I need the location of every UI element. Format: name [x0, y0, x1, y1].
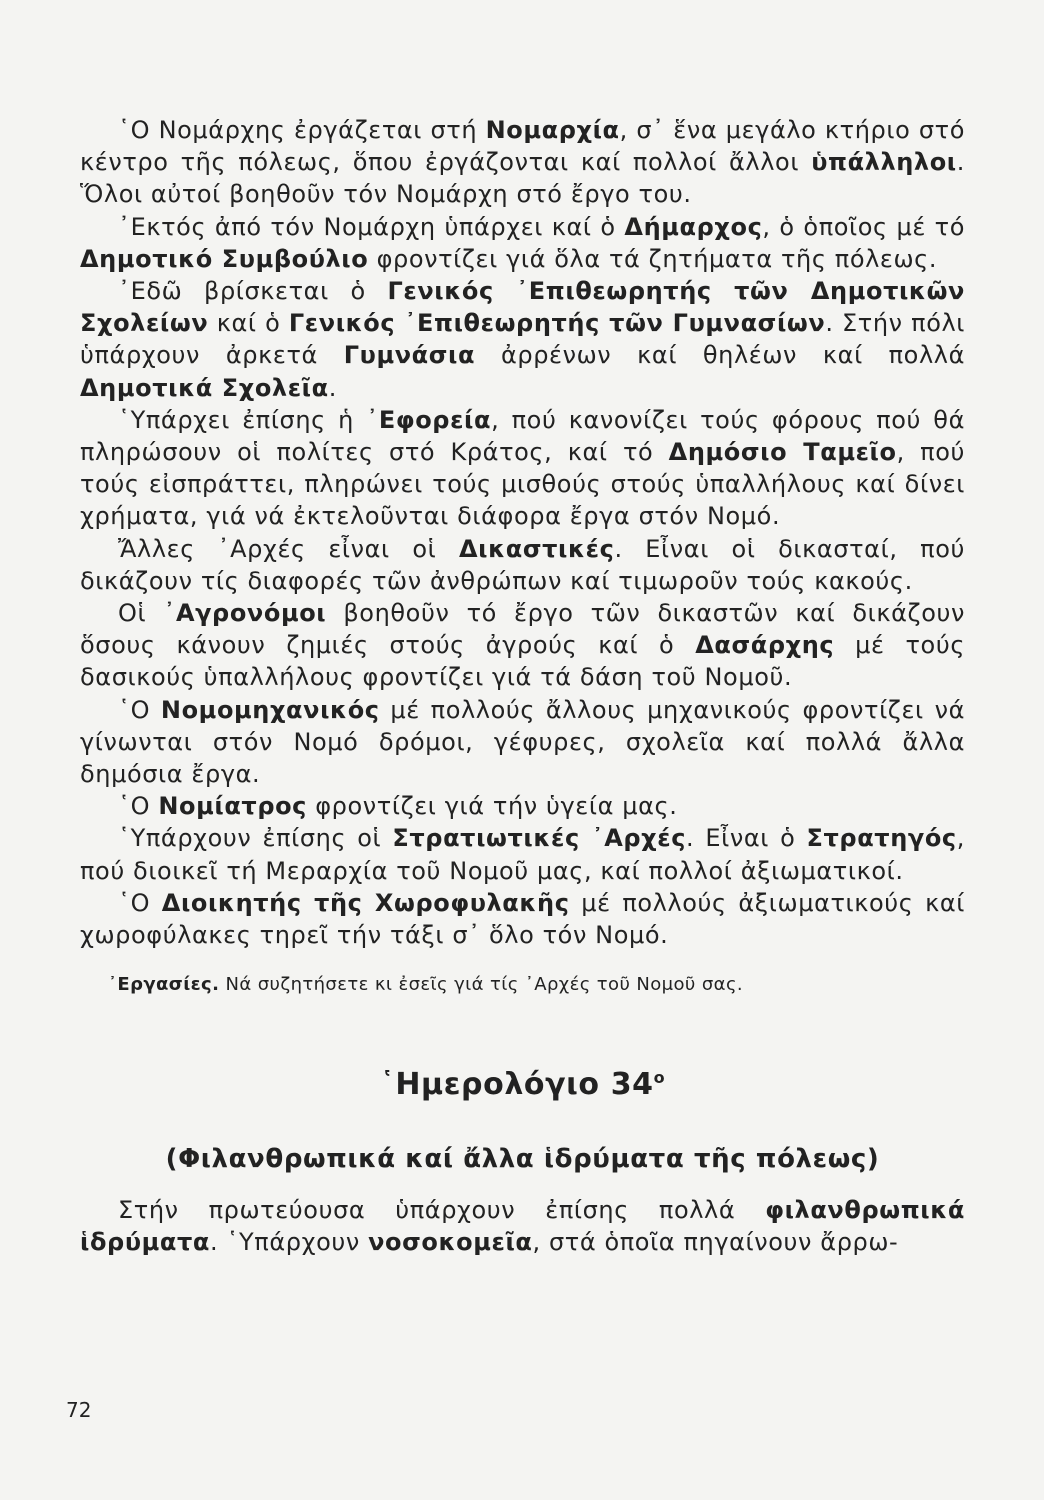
- text-run: , πού κανονίζει τούς φόρους πού θά πληρώσουν οἱ πολίτες στό Κράτος, καί τό: [80, 405, 966, 467]
- bold-term: Δημοτικό Συμβούλιο: [80, 244, 369, 273]
- paragraph: [80, 887, 965, 951]
- page-number: 72: [66, 1398, 92, 1422]
- bold-term: Εφορεία: [378, 405, 492, 434]
- text-run: φροντίζει γιά ὅλα τά ζητήματα τῆς πόλεως.: [368, 244, 938, 273]
- tasks-label: ᾽Εργασίες.: [108, 974, 220, 996]
- bold-term: Δήμαρχος: [624, 212, 763, 241]
- bold-term: Στρατιωτικές ᾽Αρχές: [392, 824, 687, 853]
- bold-term: Νομομηχανικός: [160, 695, 380, 724]
- paragraph: [80, 275, 965, 404]
- text-run: . Εἶναι ὁ: [686, 824, 807, 853]
- text-run: , πού τούς εἰσπράττει, πληρώνει τούς μισθούς στούς ὑπαλλήλους καί δίνει χρήματα, γιά νά ἐκτελοῦνται διάφορα ἔργα στόν Νομό.: [80, 438, 965, 531]
- bold-term: φιλανθρωπικά ἱδρύματα: [80, 1196, 965, 1257]
- paragraph: [80, 694, 965, 791]
- text-run: μέ τούς δασικούς ὑπαλλήλους φροντίζει γιά τά δάση τοῦ Νομοῦ.: [80, 631, 966, 692]
- text-run: ῾Υπάρχουν ἐπίσης οἱ: [118, 824, 393, 853]
- text-run: ἀρρένων καί θηλέων καί πολλά: [475, 341, 965, 370]
- text-run: ῾Ο Νομάρχης ἐργάζεται στή: [118, 116, 486, 144]
- text-run: Στήν πρωτεύουσα ὑπάρχουν ἐπίσης πολλά: [118, 1196, 766, 1225]
- tasks-note: [80, 973, 965, 997]
- text-run: .: [328, 373, 337, 402]
- tasks-text: Νά συζητήσετε κι ἐσεῖς γιά τίς ᾽Αρχές τοῦ Νομοῦ σας.: [219, 974, 744, 996]
- bold-term: Αγρονόμοι: [175, 599, 327, 628]
- text-run: . Ὅλοι αὐτοί βοηθοῦν τόν Νομάρχη στό ἔργο του.: [80, 148, 965, 209]
- bold-term: Δικαστικές: [458, 534, 615, 563]
- bold-term: Γενικός ᾽Επιθεωρητής τῶν Δημοτικῶν Σχολείων: [80, 277, 965, 338]
- bold-term: Γυμνάσια: [343, 341, 476, 370]
- page-content: [80, 114, 965, 1259]
- paragraph: [80, 822, 965, 886]
- bold-term: ὑπάλληλοι: [811, 148, 957, 177]
- text-run: βοηθοῦν τό ἔργο τῶν δικαστῶν καί δικάζουν ὅσους κάνουν ζημιές στούς ἀγρούς καί ὁ: [80, 599, 965, 660]
- bold-term: Δασάρχης: [695, 631, 835, 660]
- paragraph: [80, 404, 965, 533]
- text-run: , σ᾽ ἕνα μεγάλο κτήριο στό κέντρο τῆς πόλεως, ὅπου ἐργάζονται καί πολλοί ἄλλοι: [80, 116, 965, 177]
- paragraph: [80, 211, 965, 275]
- paragraph: [80, 790, 965, 822]
- body-text: [80, 114, 965, 951]
- paragraph: [80, 114, 965, 211]
- section-title: [80, 1067, 965, 1102]
- text-run: ῾Υπάρχει ἐπίσης ἡ ᾽: [118, 405, 379, 434]
- paragraph: [80, 533, 965, 597]
- text-run: ῾Ο: [118, 888, 162, 917]
- bold-term: Δημοτικά Σχολεῖα: [80, 373, 329, 402]
- bold-term: Γενικός ᾽Επιθεωρητής τῶν Γυμνασίων: [288, 309, 826, 338]
- text-run: μέ πολλούς ἀξιωματικούς καί χωροφύλακες τηρεῖ τήν τάξι σ᾽ ὅλο τόν Νομό.: [80, 888, 966, 950]
- intro-paragraph: [80, 1194, 965, 1258]
- section-title-text: ῾Ημερολόγιο 34: [379, 1067, 654, 1103]
- bold-term: Νομίατρος: [158, 792, 308, 821]
- text-run: Οἱ ᾽: [118, 599, 176, 628]
- paragraph: [80, 597, 965, 694]
- section-subtitle: (Φιλανθρωπικά καί ἄλλα ἱδρύματα τῆς πόλεως): [165, 1144, 880, 1175]
- text-run: , ὁ ὁποῖος μέ τό: [762, 212, 965, 241]
- bold-term: νοσοκομεῖα: [368, 1228, 533, 1257]
- text-run: καί ὁ: [208, 309, 289, 338]
- bold-term: Διοικητής τῆς Χωροφυλακῆς: [161, 888, 570, 917]
- text-run: Ἄλλες ᾽Αρχές εἶναι οἱ: [118, 534, 459, 563]
- section-title-ordinal: ο: [653, 1068, 666, 1088]
- text-run: ῾Ο: [118, 695, 161, 724]
- bold-term: Νομαρχία: [485, 116, 620, 144]
- bold-term: Δημόσιο Ταμεῖο: [668, 438, 897, 467]
- text-run: μέ πολλούς ἄλλους μηχανικούς φροντίζει νά γίνωνται στόν Νομό δρόμοι, γέφυρες, σχολεῖα καί πολλά ἄλλα δημόσια ἔργα.: [80, 695, 965, 789]
- text-run: , στά ὁποῖα πηγαίνουν ἄρρω-: [532, 1228, 899, 1257]
- text-run: , πού διοικεῖ τή Μεραρχία τοῦ Νομοῦ μας, καί πολλοί ἀξιωματικοί.: [80, 824, 965, 885]
- text-run: ῾Ο: [118, 792, 159, 821]
- text-run: φροντίζει γιά τήν ὑγεία μας.: [307, 792, 678, 821]
- text-run: . Στήν πόλι ὑπάρχουν ἀρκετά: [80, 309, 965, 370]
- bold-term: Στρατηγός: [806, 824, 957, 853]
- text-run: . Εἶναι οἱ δικασταί, πού δικάζουν τίς διαφορές τῶν ἀνθρώπων καί τιμωροῦν τούς κακούς.: [80, 534, 965, 595]
- text-run: . ῾Υπάρχουν: [209, 1228, 369, 1257]
- text-run: ᾽Εδῶ βρίσκεται ὁ: [118, 277, 388, 306]
- text-run: ᾽Εκτός ἀπό τόν Νομάρχη ὑπάρχει καί ὁ: [118, 212, 625, 241]
